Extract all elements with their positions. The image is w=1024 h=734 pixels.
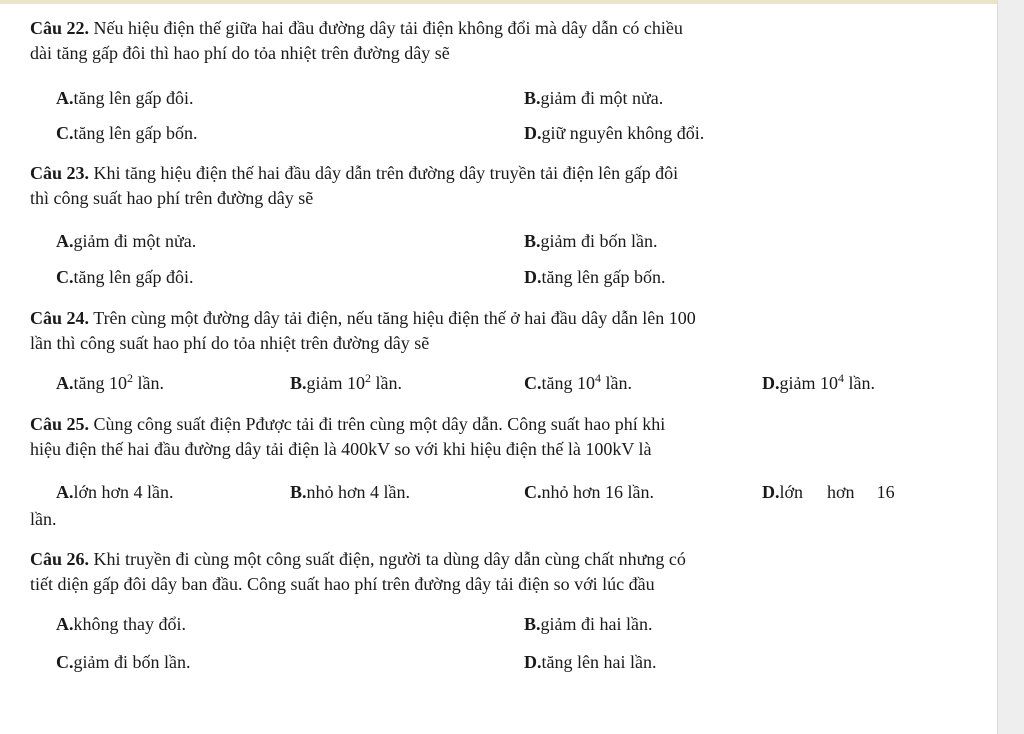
option-a[interactable]: A.giảm đi một nửa.: [56, 231, 197, 251]
question-22: [30, 16, 910, 66]
question-text-cont: hiệu điện thế hai đầu đường dây tải điện là 400kV so với khi hiệu điện thế là 100kV là: [30, 439, 652, 459]
option-c[interactable]: C.tăng $10^4$ lần.: [524, 371, 632, 393]
question-text: Trên cùng một đường dây tải điện, nếu tăng hiệu điện thế ở hai đầu dây dẫn lên 100: [93, 308, 696, 328]
question-label: Câu 23.: [30, 163, 90, 183]
option-d[interactable]: D.tăng lên gấp bốn.: [524, 267, 666, 287]
option-d[interactable]: D.giảm $10^4$ lần.: [762, 371, 875, 393]
option-d[interactable]: D.tăng lên hai lần.: [524, 652, 657, 672]
question-text-cont: thì công suất hao phí trên đường dây sẽ: [30, 188, 314, 208]
option-a[interactable]: A.tăng $10^2$ lần.: [56, 371, 164, 393]
question-text: Khi truyền đi cùng một công suất điện, người ta dùng dây dẫn cùng chất nhưng có: [93, 549, 686, 569]
option-b[interactable]: B.giảm $10^2$ lần.: [290, 371, 403, 393]
option-a[interactable]: A.tăng lên gấp đôi.: [56, 88, 194, 108]
question-24: [30, 306, 910, 356]
option-c[interactable]: C.tăng lên gấp đôi.: [56, 267, 194, 287]
question-text: Nếu hiệu điện thế giữa hai đầu đường dây tải điện không đổi mà dây dẫn có chiều: [93, 18, 683, 38]
question-text-cont: lần thì công suất hao phí do tỏa nhiệt trên đường dây sẽ: [30, 333, 430, 353]
question-25: [30, 412, 910, 462]
question-label: Câu 26.: [30, 549, 90, 569]
scrollbar-track[interactable]: [997, 0, 1024, 734]
question-26: [30, 547, 910, 597]
option-b[interactable]: B.giảm đi hai lần.: [524, 614, 653, 634]
question-label: Câu 25.: [30, 414, 90, 434]
option-b[interactable]: B.nhỏ hơn 4 lần.: [290, 482, 411, 502]
question-23: [30, 161, 910, 211]
question-text-cont: dài tăng gấp đôi thì hao phí do tỏa nhiệt trên đường dây sẽ: [30, 43, 450, 63]
option-d[interactable]: D.lớn hơn 16: [762, 482, 895, 502]
option-c[interactable]: C.nhỏ hơn 16 lần.: [524, 482, 655, 502]
option-d-wrap: lần.: [30, 509, 57, 529]
option-b[interactable]: B.giảm đi một nửa.: [524, 88, 664, 108]
option-a[interactable]: A.không thay đổi.: [56, 614, 186, 634]
question-text: Khi tăng hiệu điện thế hai đầu dây dẫn trên đường dây truyền tải điện lên gấp đôi: [93, 163, 679, 183]
question-label: Câu 24.: [30, 308, 90, 328]
option-d[interactable]: D.giữ nguyên không đổi.: [524, 123, 705, 143]
option-a[interactable]: A.lớn hơn 4 lần.: [56, 482, 174, 502]
question-text: Cùng công suất điện Pđược tải đi trên cùng một dây dẫn. Công suất hao phí khi: [93, 414, 666, 434]
option-c[interactable]: C.tăng lên gấp bốn.: [56, 123, 198, 143]
option-b[interactable]: B.giảm đi bốn lần.: [524, 231, 658, 251]
question-text-cont: tiết diện gấp đôi dây ban đầu. Công suất hao phí trên đường dây tải điện so với lúc đầu: [30, 574, 655, 594]
question-label: Câu 22.: [30, 18, 90, 38]
option-c[interactable]: C.giảm đi bốn lần.: [56, 652, 191, 672]
